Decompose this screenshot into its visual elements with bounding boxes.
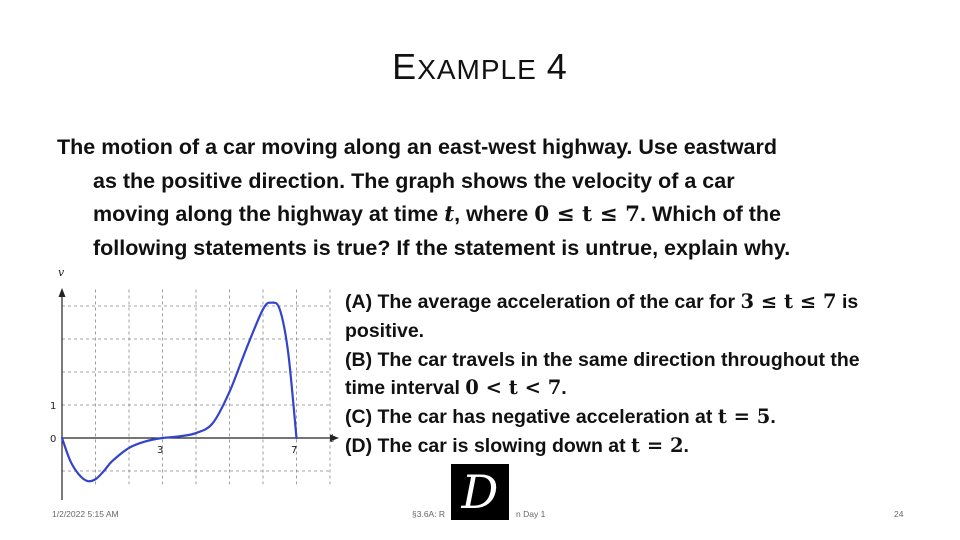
choice-c-math: t = 5 — [717, 405, 771, 429]
v-axis-arrow — [59, 288, 66, 297]
title-rest: XAMPLE — [417, 54, 537, 85]
choice-d-post: . — [683, 434, 689, 457]
time-variable: t — [444, 202, 455, 227]
problem-line-3 — [57, 198, 917, 232]
problem-line-2: as the positive direction. The graph shows the velocity of a car — [93, 168, 735, 193]
problem-statement — [57, 131, 917, 265]
problem-line-1: The motion of a car moving along an east-west highway. Use eastward — [57, 135, 778, 159]
y-tick-label-1: 1 — [50, 401, 57, 412]
choice-b-post: . — [561, 377, 567, 400]
title-first-letter: E — [392, 46, 418, 87]
choice-d — [345, 432, 925, 461]
choice-b-math: 0 < t < 7 — [465, 376, 562, 400]
choice-a-post: is — [836, 291, 859, 313]
graph-grid — [62, 290, 330, 485]
x-tick-label-7: 7 — [291, 445, 298, 456]
choice-c-post: . — [770, 406, 776, 429]
choice-b-text: time interval — [345, 377, 466, 400]
footer-page-number: 24 — [894, 509, 904, 519]
answer-choices — [345, 288, 925, 461]
choice-b-line-2 — [345, 374, 925, 403]
t-axis-label: t — [330, 432, 335, 445]
slide-title — [0, 46, 960, 88]
problem-line-3-mid: , where — [454, 202, 535, 226]
choice-d-math: t = 2 — [631, 433, 684, 457]
choice-c — [345, 403, 925, 432]
graph-axes — [59, 288, 340, 500]
velocity-curve — [62, 303, 297, 482]
footer-title-tail: n Day 1 — [516, 509, 546, 519]
choice-b: (B) The car travels in the same direction throughout the — [345, 348, 860, 371]
footer-date: 1/2/2022 5:15 AM — [52, 509, 119, 519]
velocity-graph — [40, 262, 340, 502]
v-axis-label: v — [58, 266, 65, 279]
choice-c-text: (C) The car has negative acceleration at — [345, 406, 718, 429]
choice-a-math: 3 ≤ t ≤ 7 — [740, 290, 837, 313]
choice-d-text: (D) The car is slowing down at — [345, 434, 632, 457]
problem-line-4: following statements is true? If the statement is untrue, explain why. — [93, 235, 791, 260]
choice-a-text: (A) The average acceleration of the car for — [345, 291, 741, 313]
choice-a — [345, 288, 925, 317]
answer-reveal-box: D — [451, 464, 509, 520]
choice-a-line-2: positive. — [345, 319, 425, 342]
problem-line-3-pre: moving along the highway at time — [93, 202, 445, 226]
time-interval-math: 0 ≤ t ≤ 7 — [534, 202, 641, 227]
y-tick-label-0: 0 — [50, 434, 57, 445]
title-number: 4 — [546, 46, 568, 87]
footer-title: §3.6A: R — [412, 509, 446, 519]
problem-line-3-post: . Which of the — [640, 202, 781, 226]
x-tick-label-3: 3 — [157, 445, 164, 456]
